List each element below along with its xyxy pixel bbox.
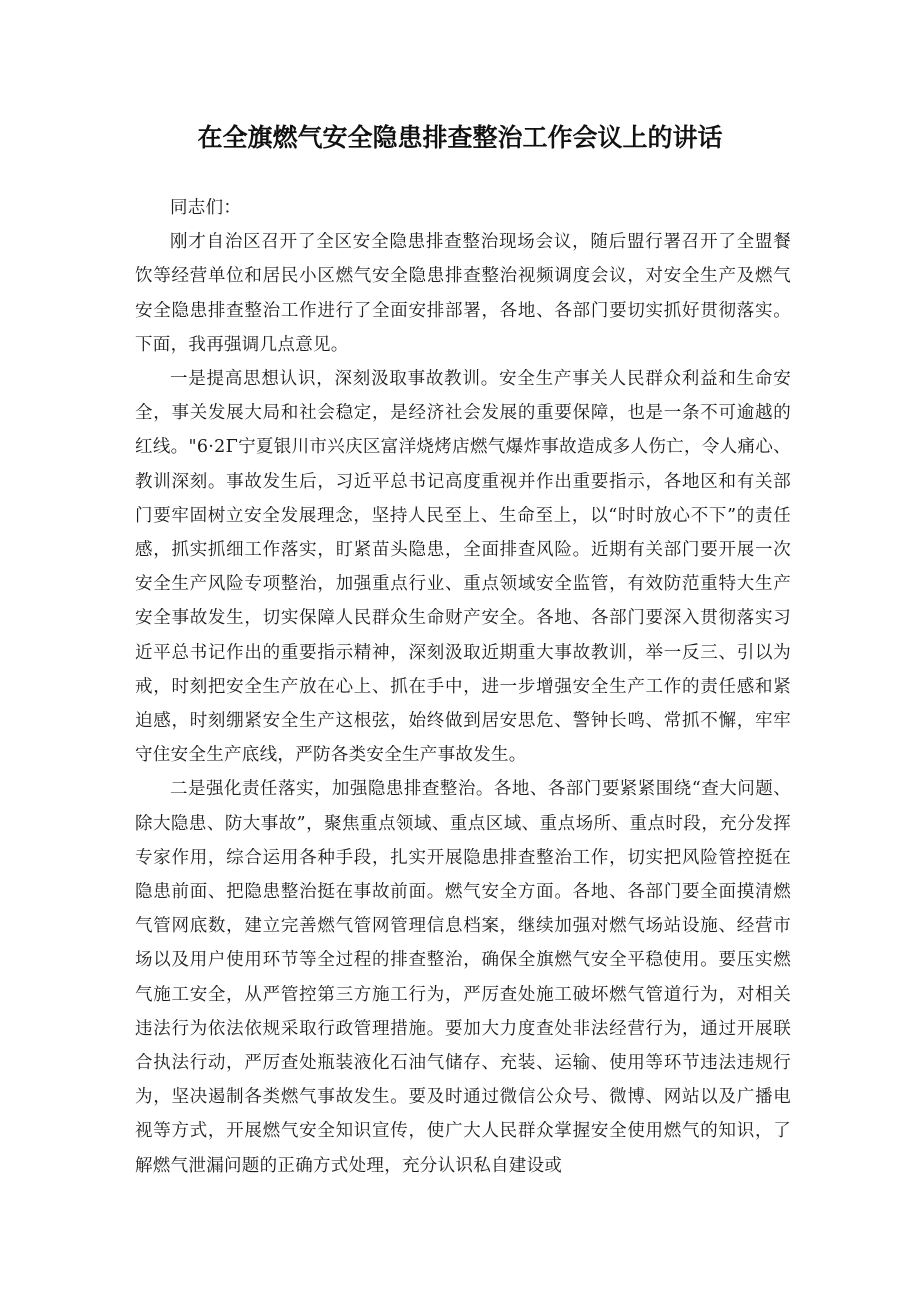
paragraph-point-two: 二是强化责任落实，加强隐患排查整治。各地、各部门要紧紧围绕“查大问题、除大隐患、防大事故”，聚焦重点领域、重点区域、重点场所、重点时段，充分发挥专家作用，综合运用各种手段，扎实开展隐患排查整治工作，切实把风险管控挺在隐患前面、把隐患整治挺在事故前面。燃气安全方面。各地、各部门要全面摸清燃气管网底数，建立完善燃气管网管理信息档案，继续加强对燃气场站设施、经营市场以及用户使用环节等全过程的排查整治，确保全旗燃气安全平稳使用。要压实燃气施工安全，从严管控第三方施工行为，严厉查处施工破坏燃气管道行为，对相关违法行为依法依规采取行政管理措施。要加大力度查处非法经营行为，通过开展联合执法行动，严厉查处瓶装液化石油气储存、充装、运输、使用等环节违法违规行为，坚决遏制各类燃气事故发生。要及时通过微信公众号、微博、网站以及广播电视等方式，开展燃气安全知识宣传，使广大人民群众掌握安全使用燃气的知识，了解燃气泄漏问题的正确方式处理，充分认识私自建设或: [135, 779, 791, 1176]
paragraph-point-one: 一是提高思想认识，深刻汲取事故教训。安全生产事关人民群众利益和生命安全，事关发展大局和社会稳定，是经济社会发展的重要保障，也是一条不可逾越的红线。"6·2Γ宁夏银川市兴庆区富洋烧烤店燃气爆炸事故造成多人伤亡，令人痛心、教训深刻。事故发生后，习近平总书记高度重视并作出重要指示，各地区和有关部门要牢固树立安全发展理念，坚持人民至上、生命至上，以“时时放心不下”的责任感，抓实抓细工作落实，盯紧苗头隐患，全面排查风险。近期有关部门要开展一次安全生产风险专项整治，加强重点行业、重点领域安全监管，有效防范重特大生产安全事故发生，切实保障人民群众生命财产安全。各地、各部门要深入贯彻落实习近平总书记作出的重要指示精神，深刻汲取近期重大事故教训，举一反三、引以为戒，时刻把安全生产放在心上、抓在手中，进一步增强安全生产工作的责任感和紧迫感，时刻绷紧安全生产这根弦，始终做到居安思危、警钟长鸣、常抓不懈，牢牢守住安全生产底线，严防各类安全生产事故发生。: [135, 369, 791, 766]
document-title: 在全旗燃气安全隐患排查整治工作会议上的讲话: [197, 123, 723, 152]
salutation: 同志们：: [170, 198, 242, 218]
document-body: [135, 191, 791, 1183]
paragraph-intro: 刚才自治区召开了全区安全隐患排查整治现场会议，随后盟行署召开了全盟餐饮等经营单位和居民小区燃气安全隐患排查整治视频调度会议，对安全生产及燃气安全隐患排查整治工作进行了全面安排部署，各地、各部门要切实抓好贯彻落实。下面，我再强调几点意见。: [135, 232, 791, 355]
